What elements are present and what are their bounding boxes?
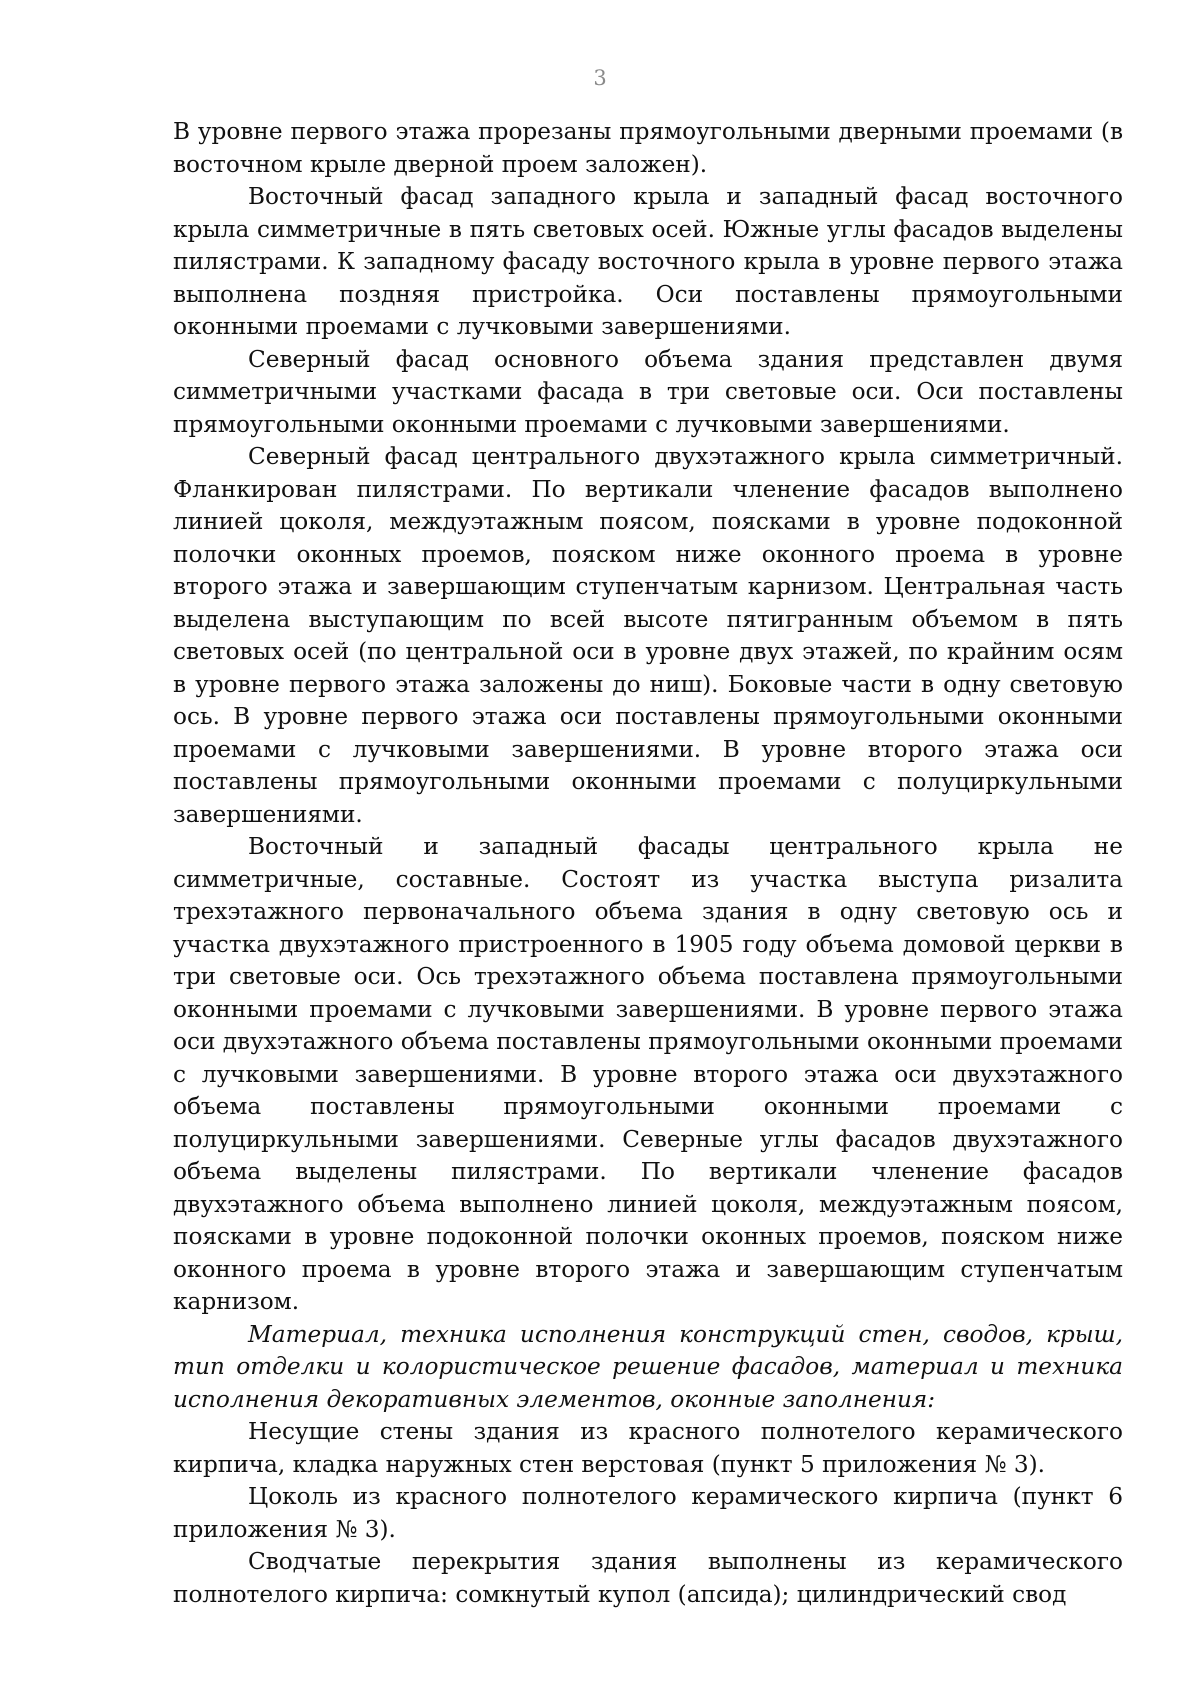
paragraph: Цоколь из красного полнотелого керамического кирпича (пункт 6 приложения № 3). (173, 1483, 1123, 1543)
paragraph: Сводчатые перекрытия здания выполнены из керамического полнотелого кирпича: сомкнутый купол (апсида); цилиндрический свод (173, 1548, 1123, 1608)
paragraph: Северный фасад основного объема здания представлен двумя симметричными участками фасада в три световые оси. Оси поставлены прямоугольными оконными проемами с лучковыми завершениями. (173, 345, 1123, 438)
page-number: 3 (593, 66, 607, 90)
paragraph: Несущие стены здания из красного полнотелого керамического кирпича, кладка наружных стен верстовая (пункт 5 приложения № 3). (173, 1418, 1123, 1478)
paragraph: В уровне первого этажа прорезаны прямоугольными дверными проемами (в восточном крыле дверной проем заложен). (173, 118, 1123, 178)
section-heading-italic: Материал, техника исполнения конструкций стен, сводов, крыш, тип отделки и колористическое решение фасадов, материал и техника исполнения декоративных элементов, оконные заполнения: (173, 1320, 1123, 1413)
document-body (173, 116, 1123, 1611)
paragraph: Северный фасад центрального двухэтажного крыла симметричный. Фланкирован пилястрами. По вертикали членение фасадов выполнено линией цоколя, междуэтажным поясом, поясками в уровне подоконной полочки оконных проемов, пояском ниже оконного проема в уровне второго этажа и завершающим ступенчатым карнизом. Центральная часть выделена выступающим по всей высоте пятигранным объемом в пять световых осей (по центральной оси в уровне двух этажей, по крайним осям в уровне первого этажа заложены до ниш). Боковые части в одну световую ось. В уровне первого этажа оси поставлены прямоугольными оконными проемами с лучковыми завершениями. В уровне второго этажа оси поставлены прямоугольными оконными проемами с полуциркульными завершениями. (173, 443, 1123, 828)
paragraph: Восточный фасад западного крыла и западный фасад восточного крыла симметричные в пять световых осей. Южные углы фасадов выделены пилястрами. К западному фасаду восточного крыла в уровне первого этажа выполнена поздняя пристройка. Оси поставлены прямоугольными оконными проемами с лучковыми завершениями. (173, 183, 1123, 340)
paragraph: Восточный и западный фасады центрального крыла не симметричные, составные. Состоят из участка выступа ризалита трехэтажного первоначального объема здания в одну световую ось и участка двухэтажного пристроенного в 1905 году объема домовой церкви в три световые оси. Ось трехэтажного объема поставлена прямоугольными оконными проемами с лучковыми завершениями. В уровне первого этажа оси двухэтажного объема поставлены прямоугольными оконными проемами с лучковыми завершениями. В уровне второго этажа оси двухэтажного объема поставлены прямоугольными оконными проемами с полуциркульными завершениями. Северные углы фасадов двухэтажного объема выделены пилястрами. По вертикали членение фасадов двухэтажного объема выполнено линией цоколя, междуэтажным поясом, поясками в уровне подоконной полочки оконных проемов, пояском ниже оконного проема в уровне второго этажа и завершающим ступенчатым карнизом. (173, 833, 1123, 1315)
